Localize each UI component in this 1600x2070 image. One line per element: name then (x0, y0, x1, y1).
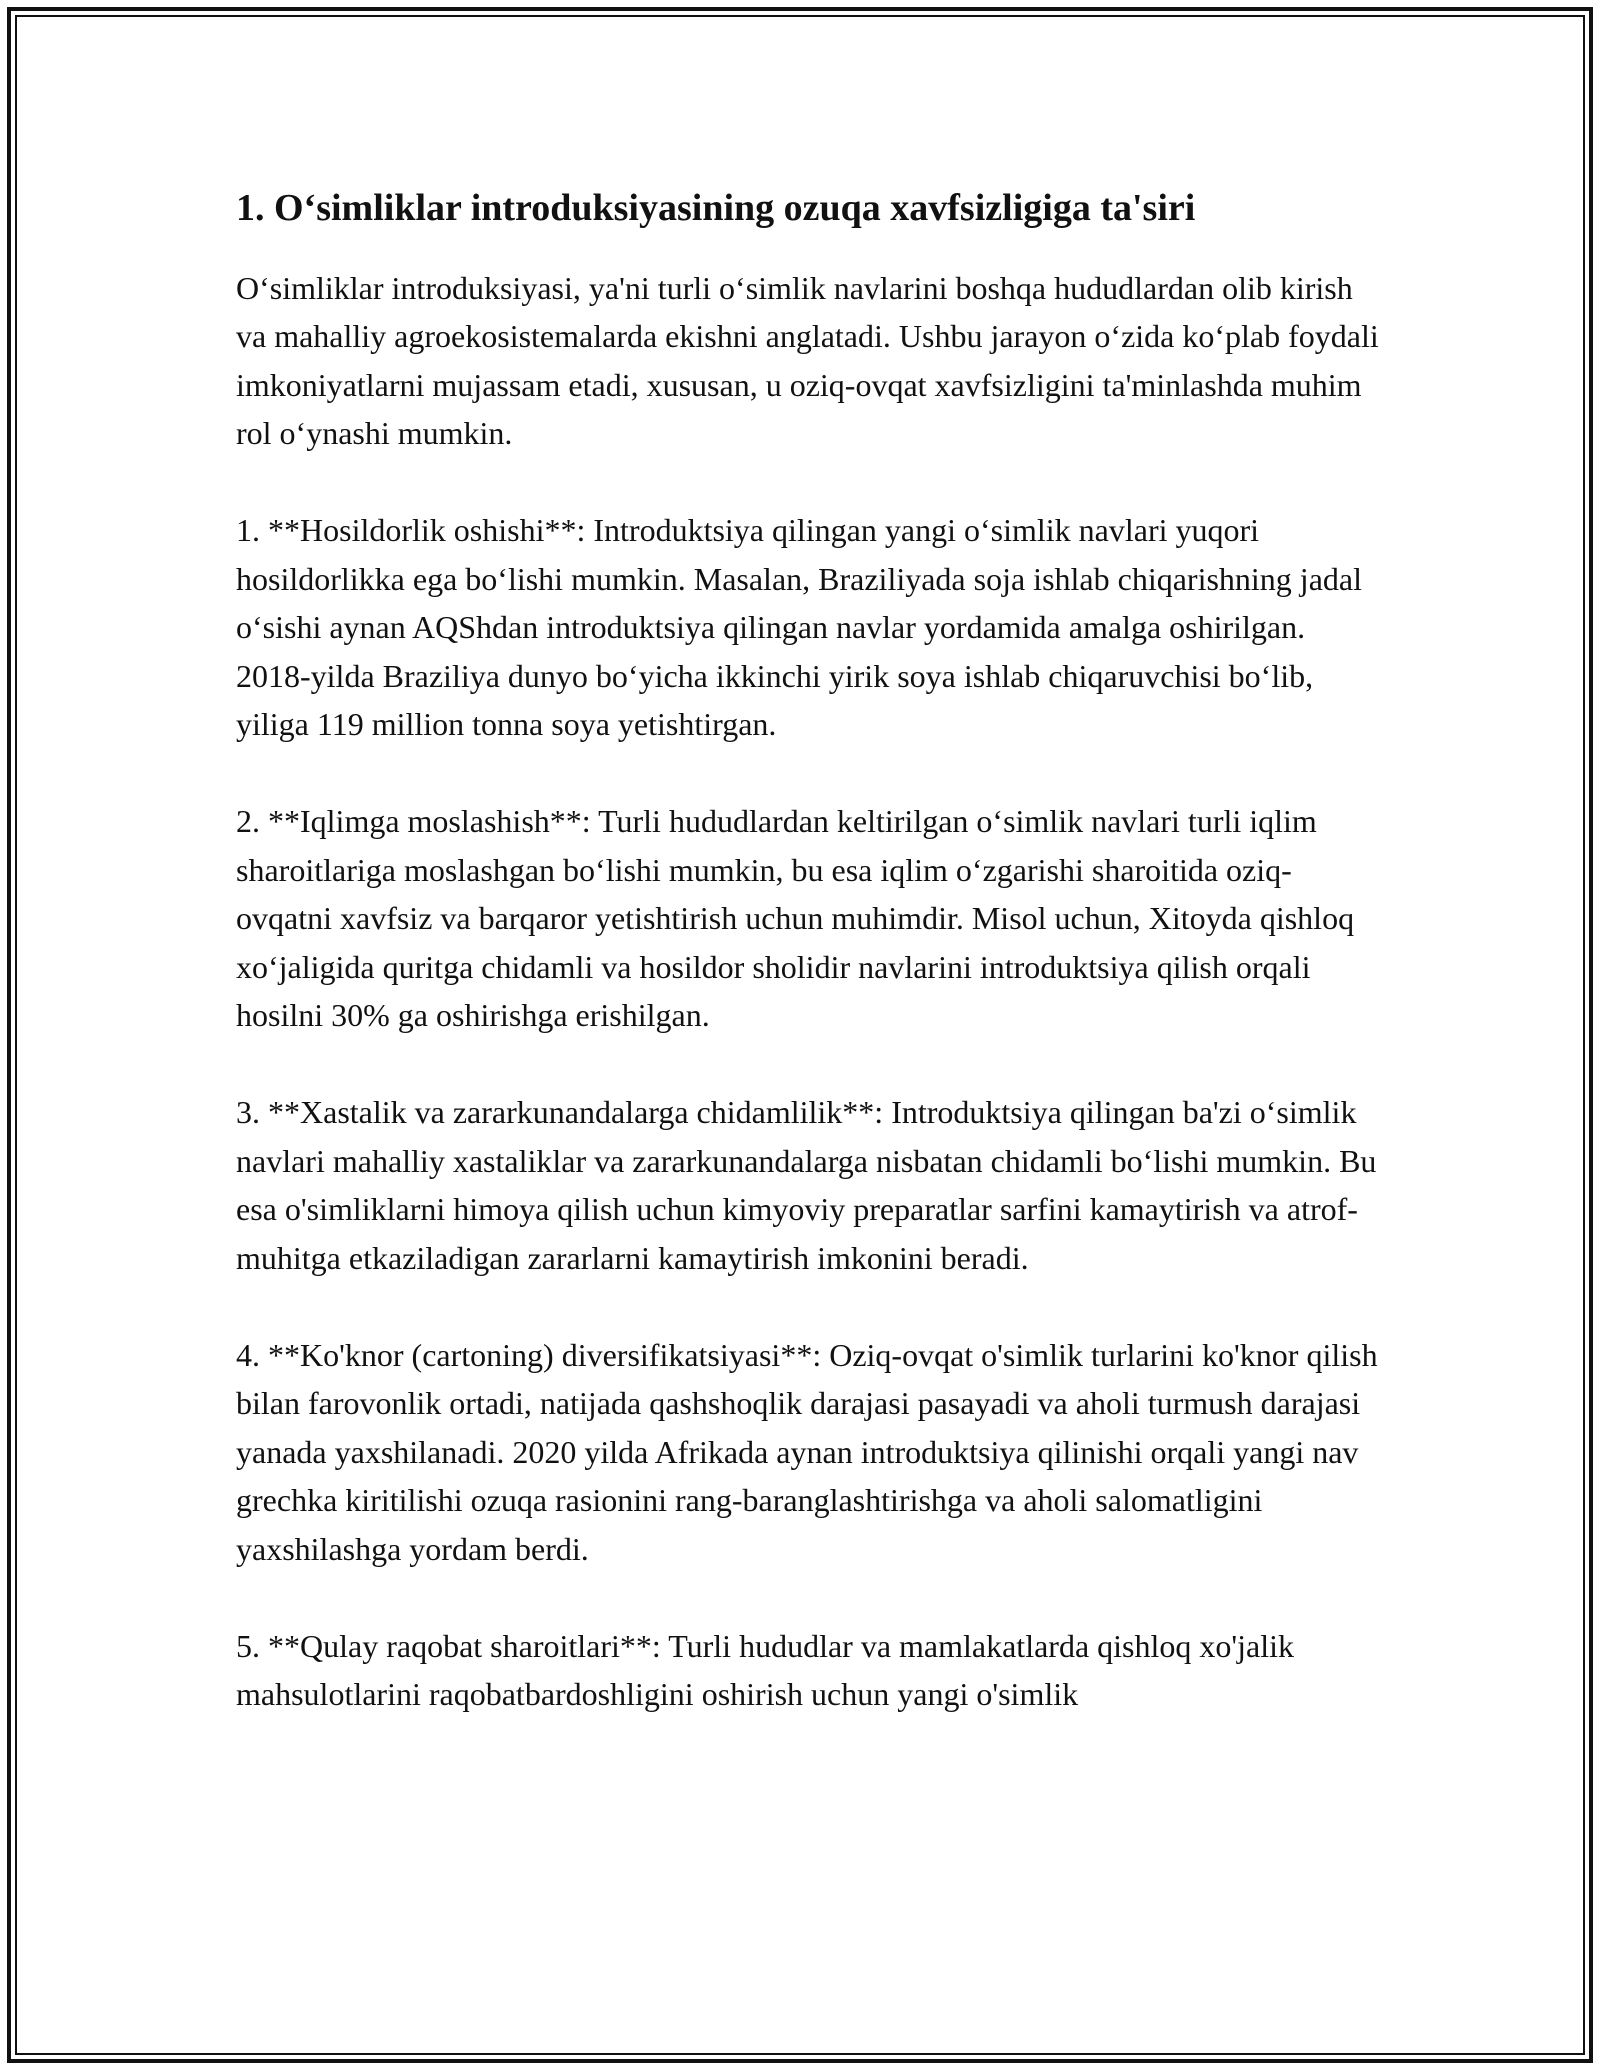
paragraph-diversification: 4. **Ko'knor (cartoning) diversifikatsiyasi**: Oziq-ovqat o'simlik turlarini ko'knor qilish bilan farovonlik ortadi, natijada qashshoqlik darajasi pasayadi va aholi turmush darajasi yanada yaxshilanadi. 2020 yilda Afrikada aynan introduktsiya qilinishi orqali yangi nav grechka kiritilishi ozuqa rasionini rang-baranglashtirishga va aholi salomatligini yaxshilashga yordam berdi. (236, 1336, 1378, 1567)
document-title: 1. O‘simliklar introduksiyasining ozuqa xavfsizligiga ta'siri (236, 187, 1196, 229)
intro-paragraph: O‘simliklar introduksiyasi, ya'ni turli o‘simlik navlarini boshqa hududlardan olib kirish va mahalliy agroekosistemalarda ekishni anglatadi. Ushbu jarayon o‘zida ko‘plab foydali imkoniyatlarni mujassam etadi, xususan, u oziq-ovqat xavfsizligini ta'minlashda muhim rol o‘ynashi mumkin. (236, 269, 1379, 452)
document-body (236, 186, 1386, 1767)
paragraph-disease-resistance: 3. **Xastalik va zararkunandalarga chidamlilik**: Introduktsiya qilingan ba'zi o‘simlik navlari mahalliy xastaliklar va zararkunandalarga nisbatan chidamli bo‘lishi mumkin. Bu esa o'simliklarni himoya qilish uchun kimyoviy preparatlar sarfini kamaytirish va atrof-muhitga etkaziladigan zararlarni kamaytirish imkonini beradi. (236, 1094, 1377, 1276)
paragraph-competition: 5. **Qulay raqobat sharoitlari**: Turli hududlar va mamlakatlarda qishloq xo'jalik mahsulotlarini raqobatbardoshligini oshirish uchun yangi o'simlik (236, 1627, 1295, 1713)
paragraph-climate-adaptation: 2. **Iqlimga moslashish**: Turli hududlardan keltirilgan o‘simlik navlari turli iqlim sharoitlariga moslashgan bo‘lishi mumkin, bu esa iqlim o‘zgarishi sharoitida oziq-ovqatni xavfsiz va barqaror yetishtirish uchun muhimdir. Misol uchun, Xitoyda qishloq xo‘jaligida quritga chidamli va hosildor sholidir navlarini introduktsiya qilish orqali hosilni 30% ga oshirishga erishilgan. (236, 803, 1355, 1034)
paragraph-yield-increase: 1. **Hosildorlik oshishi**: Introduktsiya qilingan yangi o‘simlik navlari yuqori hosildorlikka ega bo‘lishi mumkin. Masalan, Braziliyada soja ishlab chiqarishning jadal o‘sishi aynan AQShdan introduktsiya qilingan navlar yordamida amalga oshirilgan. 2018-yilda Braziliya dunyo bo‘yicha ikkinchi yirik soya ishlab chiqaruvchisi bo‘lib, yiliga 119 million tonna soya yetishtirgan. (236, 512, 1362, 743)
